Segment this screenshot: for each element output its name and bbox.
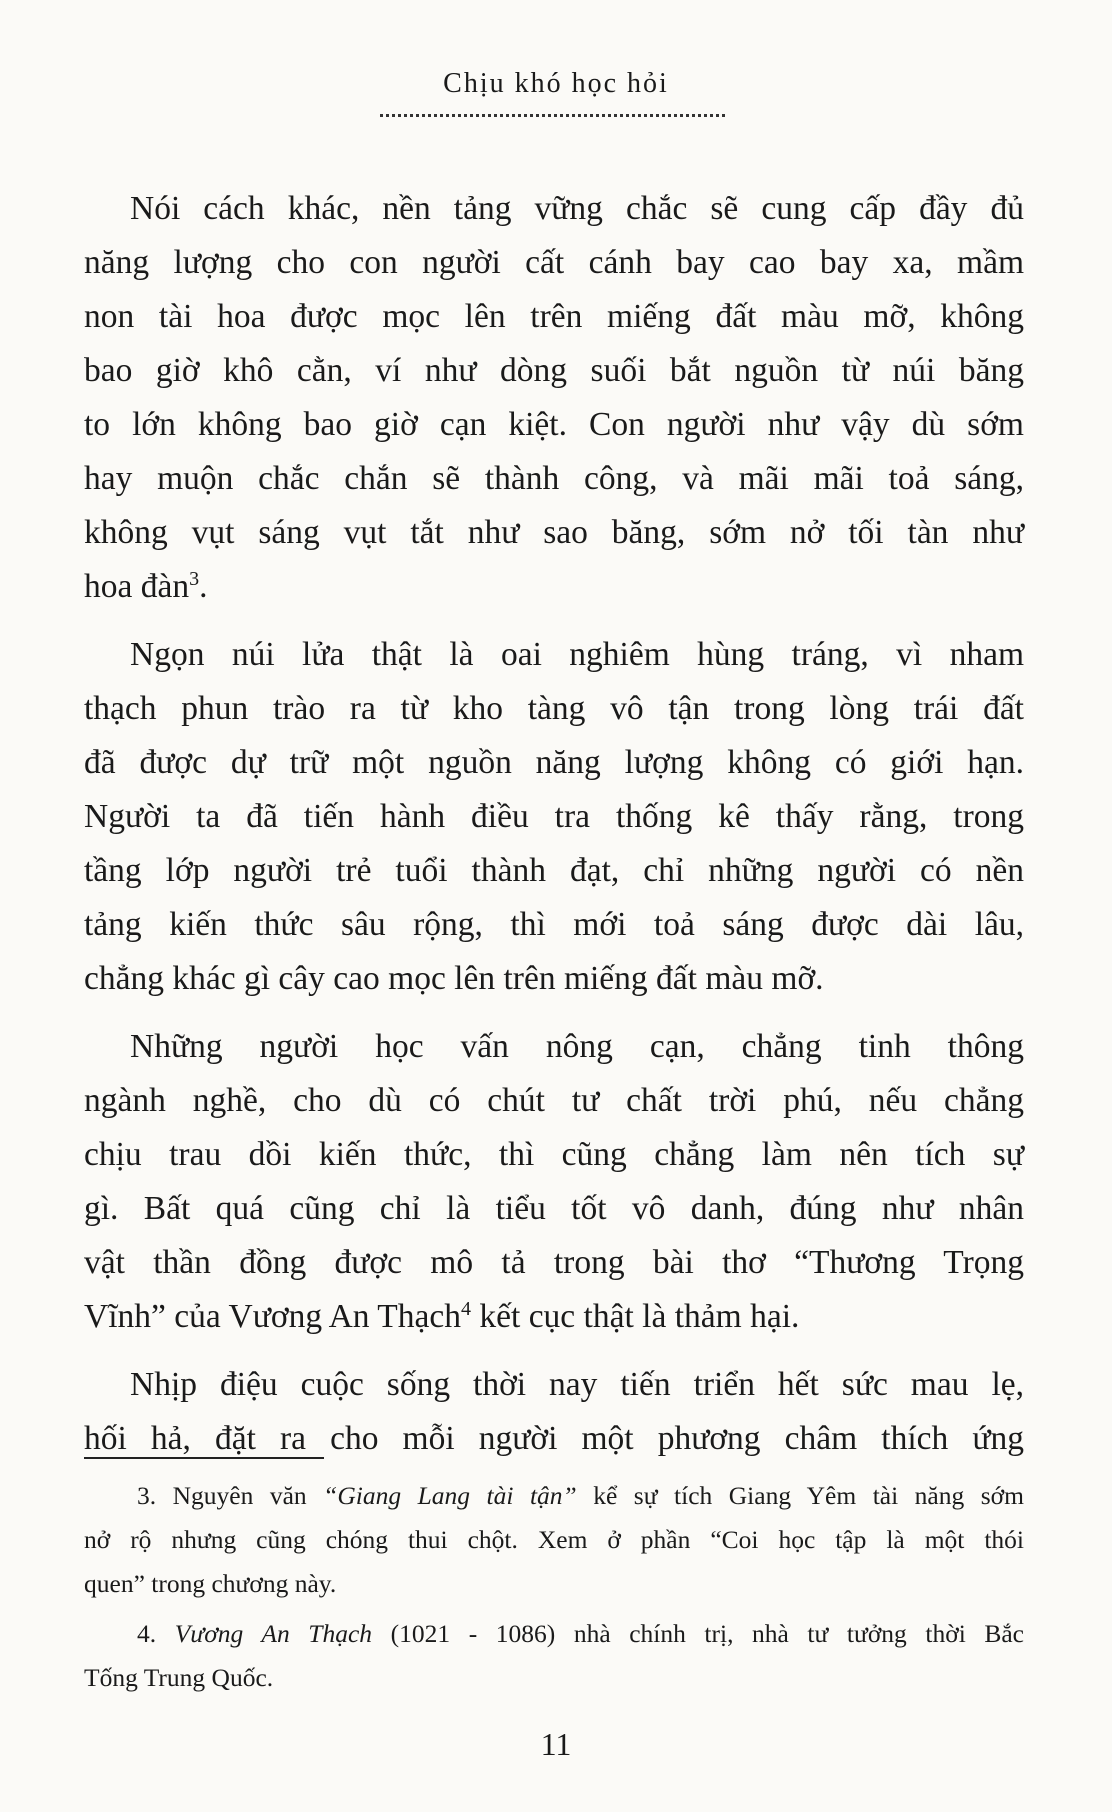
footnote-4-rest: (1021 - 1086) nhà chính trị, nhà tư tưởng thời Bắc xyxy=(372,1619,1024,1648)
paragraph-2-line-7: chẳng khác gì cây cao mọc lên trên miếng đất màu mỡ. xyxy=(84,960,824,997)
paragraph-1-line-3: non tài hoa được mọc lên trên miếng đất màu mỡ, không xyxy=(84,298,1024,335)
body-text xyxy=(84,182,1024,1480)
paragraph-1-line-5: to lớn không bao giờ cạn kiệt. Con người như vậy dù sớm xyxy=(84,406,1024,443)
paragraph-2-line-1: Ngọn núi lửa thật là oai nghiêm hùng tráng, vì nham xyxy=(130,636,1024,673)
footnote-4-line-1 xyxy=(84,1612,1024,1656)
paragraph-3-line-2: ngành nghề, cho dù có chút tư chất trời phú, nếu chẳng xyxy=(84,1082,1024,1119)
footnote-marker-3: 3 xyxy=(189,567,200,590)
paragraph-3-line-4: gì. Bất quá cũng chỉ là tiểu tốt vô danh, đúng như nhân xyxy=(84,1190,1024,1227)
footnote-3 xyxy=(84,1474,1024,1606)
paragraph-3-line-6-after: kết cục thật là thảm hại. xyxy=(471,1298,800,1335)
footnote-3-italic: “Giang Lang tài tận” xyxy=(323,1481,577,1510)
paragraph-1 xyxy=(84,182,1024,614)
footnote-3-rest: kể sự tích Giang Yêm tài năng sớm xyxy=(576,1481,1024,1510)
footnote-separator xyxy=(84,1457,324,1459)
paragraph-4-line-1: Nhịp điệu cuộc sống thời nay tiến triển hết sức mau lẹ, xyxy=(130,1366,1024,1403)
paragraph-1-line-4: bao giờ khô cằn, ví như dòng suối bắt nguồn từ núi băng xyxy=(84,352,1024,389)
footnote-marker-4: 4 xyxy=(461,1297,472,1320)
paragraph-1-line-6: hay muộn chắc chắn sẽ thành công, và mãi mãi toả sáng, xyxy=(84,460,1024,497)
paragraph-4 xyxy=(84,1358,1024,1466)
paragraph-2-line-4: Người ta đã tiến hành điều tra thống kê thấy rằng, trong xyxy=(84,798,1024,835)
footnotes xyxy=(84,1474,1024,1706)
paragraph-1-end: . xyxy=(199,568,208,605)
header-dotted-rule xyxy=(380,114,725,117)
paragraph-3-line-1: Những người học vấn nông cạn, chẳng tinh thông xyxy=(130,1028,1024,1065)
footnote-4-line-2: Tống Trung Quốc. xyxy=(84,1663,274,1692)
footnote-4-number: 4. xyxy=(137,1619,175,1648)
paragraph-2-line-6: tảng kiến thức sâu rộng, thì mới toả sáng được dài lâu, xyxy=(84,906,1024,943)
paragraph-2-line-2: thạch phun trào ra từ kho tàng vô tận trong lòng trái đất xyxy=(84,690,1024,727)
footnote-3-number: 3. xyxy=(137,1481,173,1510)
footnote-3-prefix: Nguyên văn xyxy=(172,1481,324,1510)
footnote-4 xyxy=(84,1612,1024,1700)
paragraph-3-line-6-before: Vĩnh” của Vương An Thạch xyxy=(84,1298,462,1335)
paragraph-1-line-2: năng lượng cho con người cất cánh bay cao bay xa, mầm xyxy=(84,244,1024,281)
footnote-3-line-2: nở rộ nhưng cũng chóng thui chột. Xem ở phần “Coi học tập là một thói xyxy=(84,1525,1024,1554)
paragraph-1-line-8 xyxy=(84,560,1024,614)
paragraph-1-line-8-text: hoa đàn xyxy=(84,568,190,605)
paragraph-1-line-1: Nói cách khác, nền tảng vững chắc sẽ cung cấp đầy đủ xyxy=(130,190,1024,227)
running-header: Chịu khó học hỏi xyxy=(443,68,669,99)
paragraph-2 xyxy=(84,628,1024,1006)
footnote-3-line-3: quen” trong chương này. xyxy=(84,1569,337,1598)
footnote-4-italic: Vương An Thạch xyxy=(174,1619,373,1648)
paragraph-1-line-7: không vụt sáng vụt tắt như sao băng, sớm nở tối tàn như xyxy=(84,514,1024,551)
paragraph-2-line-3: đã được dự trữ một nguồn năng lượng không có giới hạn. xyxy=(84,744,1024,781)
paragraph-3 xyxy=(84,1020,1024,1344)
paragraph-2-line-5: tầng lớp người trẻ tuổi thành đạt, chỉ những người có nền xyxy=(84,852,1024,889)
paragraph-3-line-5: vật thần đồng được mô tả trong bài thơ “Thương Trọng xyxy=(84,1244,1024,1281)
page-number: 11 xyxy=(540,1726,572,1762)
footnote-3-line-1 xyxy=(84,1474,1024,1518)
paragraph-4-line-2: hối hả, đặt ra cho mỗi người một phương châm thích ứng xyxy=(84,1420,1024,1457)
paragraph-3-line-3: chịu trau dồi kiến thức, thì cũng chẳng làm nên tích sự xyxy=(84,1136,1024,1173)
paragraph-3-line-6 xyxy=(84,1290,1024,1344)
